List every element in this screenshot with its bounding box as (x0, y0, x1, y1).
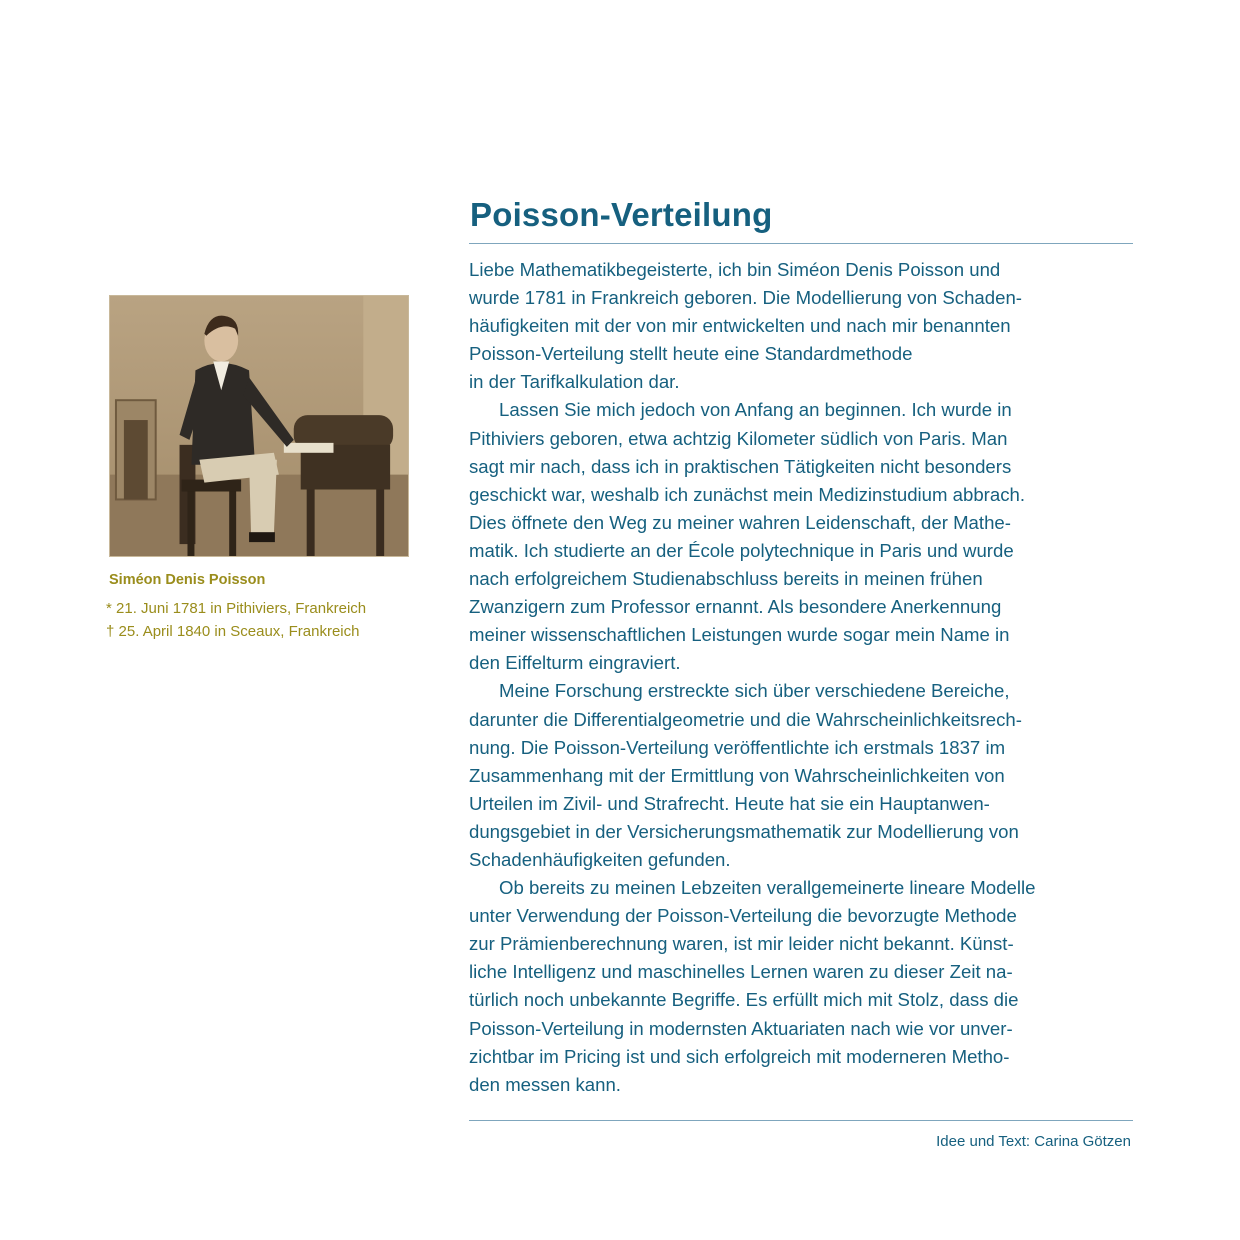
body-line: Urteilen im Zivil- und Strafrecht. Heute hat sie ein Hauptanwen- (469, 792, 990, 814)
body-line: matik. Ich studierte an der École polytechnique in Paris und wurde (469, 539, 1014, 561)
body-line: den Eiffelturm eingraviert. (469, 652, 681, 674)
body-line: wurde 1781 in Frankreich geboren. Die Modellierung von Schaden- (469, 287, 1022, 309)
body-line: den messen kann. (469, 1073, 621, 1095)
body-line: Poisson-Verteilung stellt heute eine Standardmethode (469, 343, 913, 365)
body-line: türlich noch unbekannte Begriffe. Es erfüllt mich mit Stolz, dass die (469, 989, 1019, 1011)
body-line: Dies öffnete den Weg zu meiner wahren Leidenschaft, der Mathe- (469, 511, 1011, 533)
body-line: meiner wissenschaftlichen Leistungen wurde sogar mein Name in (469, 624, 1010, 646)
body-line: Schadenhäufigkeiten gefunden. (469, 848, 731, 870)
body-line: Lassen Sie mich jedoch von Anfang an beginnen. Ich wurde in (499, 399, 1012, 421)
article-body (469, 256, 1139, 1099)
body-line: Pithiviers geboren, etwa achtzig Kilometer südlich von Paris. Man (469, 427, 1008, 449)
portrait-image (109, 295, 409, 557)
portrait-death: † 25. April 1840 in Sceaux, Frankreich (106, 623, 360, 640)
body-line: nach erfolgreichem Studienabschluss bereits in meinen frühen (469, 568, 983, 590)
body-line: zichtbar im Pricing ist und sich erfolgreich mit moderneren Metho- (469, 1045, 1010, 1067)
body-line: dungsgebiet in der Versicherungsmathematik zur Modellierung von (469, 820, 1019, 842)
body-line: sagt mir nach, dass ich in praktischen Tätigkeiten nicht besonders (469, 455, 1012, 477)
footer-divider (469, 1120, 1133, 1121)
body-line: Zusammenhang mit der Ermittlung von Wahrscheinlichkeiten von (469, 764, 1005, 786)
body-line: in der Tarifkalkulation dar. (469, 371, 680, 393)
body-line: Liebe Mathematikbegeisterte, ich bin Siméon Denis Poisson und (469, 259, 1001, 280)
portrait-name: Siméon Denis Poisson (109, 572, 266, 588)
body-line: Meine Forschung erstreckte sich über verschiedene Bereiche, (499, 680, 1010, 702)
body-line: unter Verwendung der Poisson-Verteilung die bevorzugte Methode (469, 905, 1017, 927)
body-line: nung. Die Poisson-Verteilung veröffentlichte ich erstmals 1837 im (469, 736, 1006, 758)
body-line: geschickt war, weshalb ich zunächst mein Medizinstudium abbrach. (469, 483, 1026, 505)
body-line: häufigkeiten mit der von mir entwickelten und nach mir benannten (469, 315, 1011, 337)
article-title: Poisson-Verteilung (470, 196, 773, 233)
body-line: Zwanzigern zum Professor ernannt. Als besondere Anerkennung (469, 596, 1002, 618)
body-line: zur Prämienberechnung waren, ist mir leider nicht bekannt. Künst- (469, 933, 1014, 955)
body-line: Ob bereits zu meinen Lebzeiten verallgemeinerte lineare Modelle (499, 877, 1036, 899)
body-line: darunter die Differentialgeometrie und die Wahrscheinlichkeitsrech- (469, 708, 1022, 730)
portrait-birth: * 21. Juni 1781 in Pithiviers, Frankreich (106, 600, 367, 617)
body-line: liche Intelligenz und maschinelles Lernen waren zu dieser Zeit na- (469, 961, 1013, 983)
author-credit: Idee und Text: Carina Götzen (936, 1133, 1131, 1150)
body-line: Poisson-Verteilung in modernsten Aktuariaten nach wie vor unver- (469, 1017, 1013, 1039)
title-divider (469, 243, 1133, 244)
